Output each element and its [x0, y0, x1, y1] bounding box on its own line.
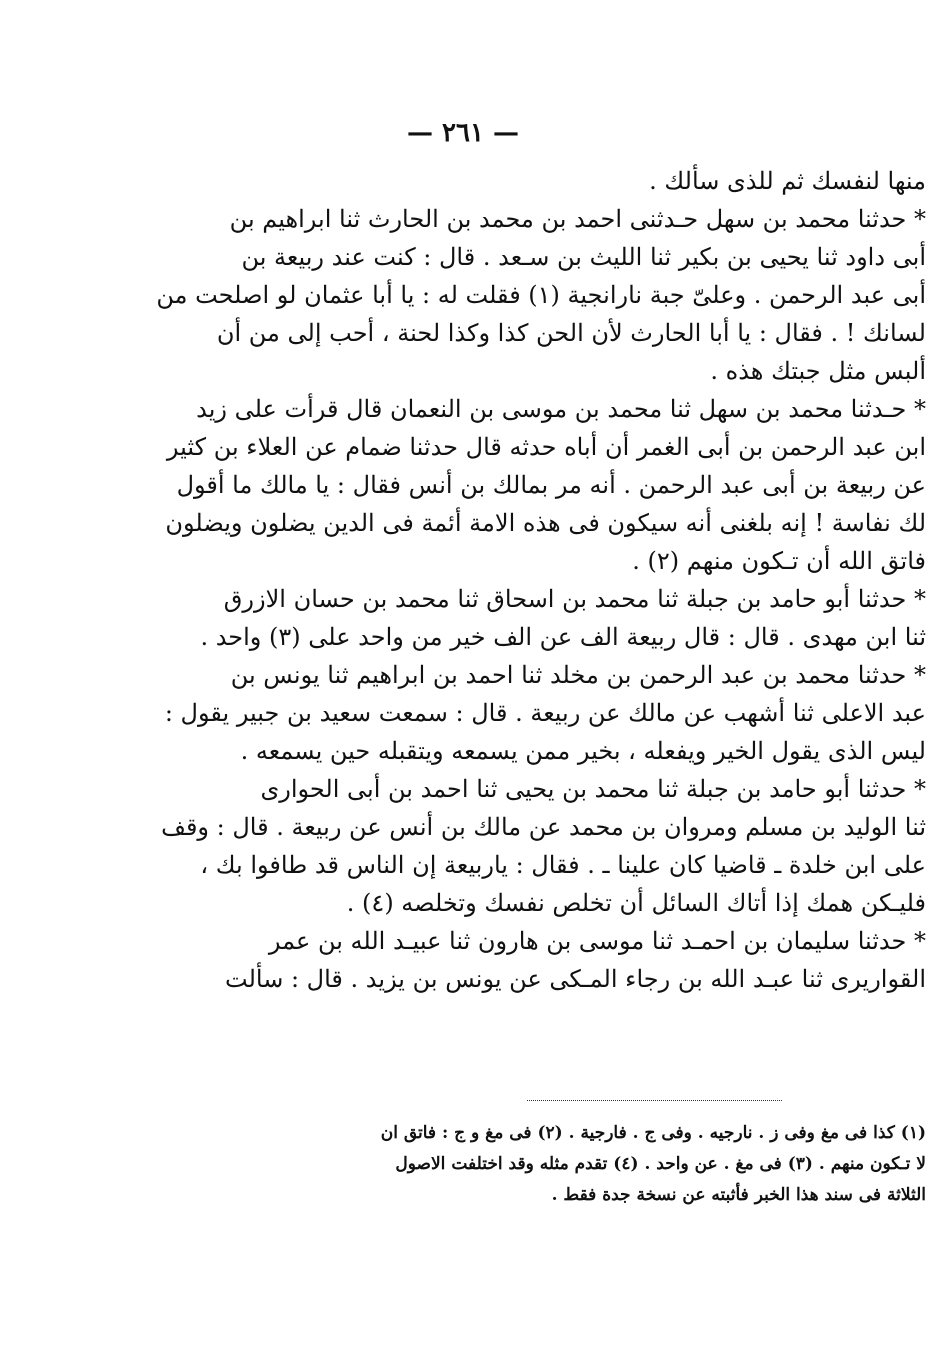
footnote-divider [527, 1100, 782, 1101]
text-line: لك نفاسة ! إنه بلغنى أنه سيكون فى هذه الامة أئمة فى الدين يضلون ويضلون [165, 509, 926, 537]
text-line: ثنا الوليد بن مسلم ومروان بن محمد عن مالك بن أنس عن ربيعة . قال : وقف [161, 813, 926, 841]
text-line: لسانك ! . فقال : يا أبا الحارث لأن الحن كذا وكذا لحنة ، أحب إلى من أن [216, 319, 926, 347]
text-line: فاتق الله أن تـكون منهم (٢) . [632, 547, 926, 575]
text-line: أبى عبد الرحمن . وعلىّ جبة نارانجية (١) فقلت له : يا أبا عثمان لو اصلحت من [156, 281, 926, 309]
text-line: أبى داود ثنا يحيى بن بكير ثنا الليث بن سـعد . قال : كنت عند ربيعة بن [241, 243, 926, 271]
text-line: منها لنفسك ثم للذى سألك . [649, 167, 926, 195]
main-text [156, 162, 926, 998]
text-line: * حـدثنا محمد بن سهل ثنا محمد بن موسى بن النعمان قال قرأت على زيد [196, 395, 926, 423]
text-line: * حدثنا محمد بن عبد الرحمن بن مخلد ثنا احمد بن ابراهيم ثنا يونس بن [230, 661, 926, 689]
footnote-line: الثلاثة فى سند هذا الخبر فأثبته عن نسخة جدة فقط . [551, 1185, 926, 1205]
text-line: القواريرى ثنا عبـد الله بن رجاء المـكى عن يونس بن يزيد . قال : سألت [225, 965, 926, 993]
text-line: ألبس مثل جبتك هذه . [710, 357, 926, 385]
text-line: على ابن خلدة ـ قاضيا كان علينا ـ . فقال : ياربيعة إن الناس قد طافوا بك ، [200, 851, 926, 879]
paragraph [164, 656, 926, 770]
footnote-line: (١) كذا فى مغ وفى ز . نارجيه . وفى ج . فارجية . (٢) فى مغ و ج : فاتق ان [380, 1123, 926, 1143]
paragraph [161, 770, 926, 922]
paragraph [180, 162, 926, 200]
paragraph [165, 390, 926, 580]
text-line: ليس الذى يقول الخير ويفعله ، بخير ممن يسمعه ويتقبله حين يسمعه . [240, 737, 926, 765]
text-line: عبد الاعلى ثنا أشهب عن مالك عن ربيعة . قال : سمعت سعيد بن جبير يقول : [164, 699, 926, 727]
paragraph [156, 200, 926, 390]
text-line: * حدثنا محمد بن سهل حـدثنى احمد بن محمد بن الحارث ثنا ابراهيم بن [229, 205, 926, 233]
text-line: * حدثنا أبو حامد بن جبلة ثنا محمد بن يحيى ثنا احمد بن أبى الحوارى [260, 775, 926, 803]
text-line: * حدثنا أبو حامد بن جبلة ثنا محمد بن اسحاق ثنا محمد بن حسان الازرق [223, 585, 926, 613]
text-line: عن ربيعة بن أبى عبد الرحمن . أنه مر بمالك بن أنس فقال : يا مالك ما أقول [176, 471, 926, 499]
paragraph [180, 922, 926, 998]
footnote-line: لا تـكون منهم . (٣) فى مغ . عن واحد . (٤) تقدم مثله وقد اختلفت الاصول [395, 1154, 926, 1174]
page-number: — ٢٦١ — [406, 118, 520, 148]
text-line: فليـكن همك إذا أتاك السائل أن تخلص نفسك وتخلصه (٤) . [346, 889, 926, 917]
text-line: ثنا ابن مهدى . قال : قال ربيعة الف عن الف خير من واحد على (٣) واحد . [200, 623, 926, 651]
text-line: ابن عبد الرحمن بن أبى الغمر أن أباه حدثه قال حدثنا ضمام عن العلاء بن كثير [166, 433, 926, 461]
paragraph [180, 580, 926, 656]
text-line: * حدثنا سليمان بن احمـد ثنا موسى بن هارون ثنا عبيـد الله بن عمر [268, 927, 926, 955]
footnotes [180, 1118, 926, 1211]
